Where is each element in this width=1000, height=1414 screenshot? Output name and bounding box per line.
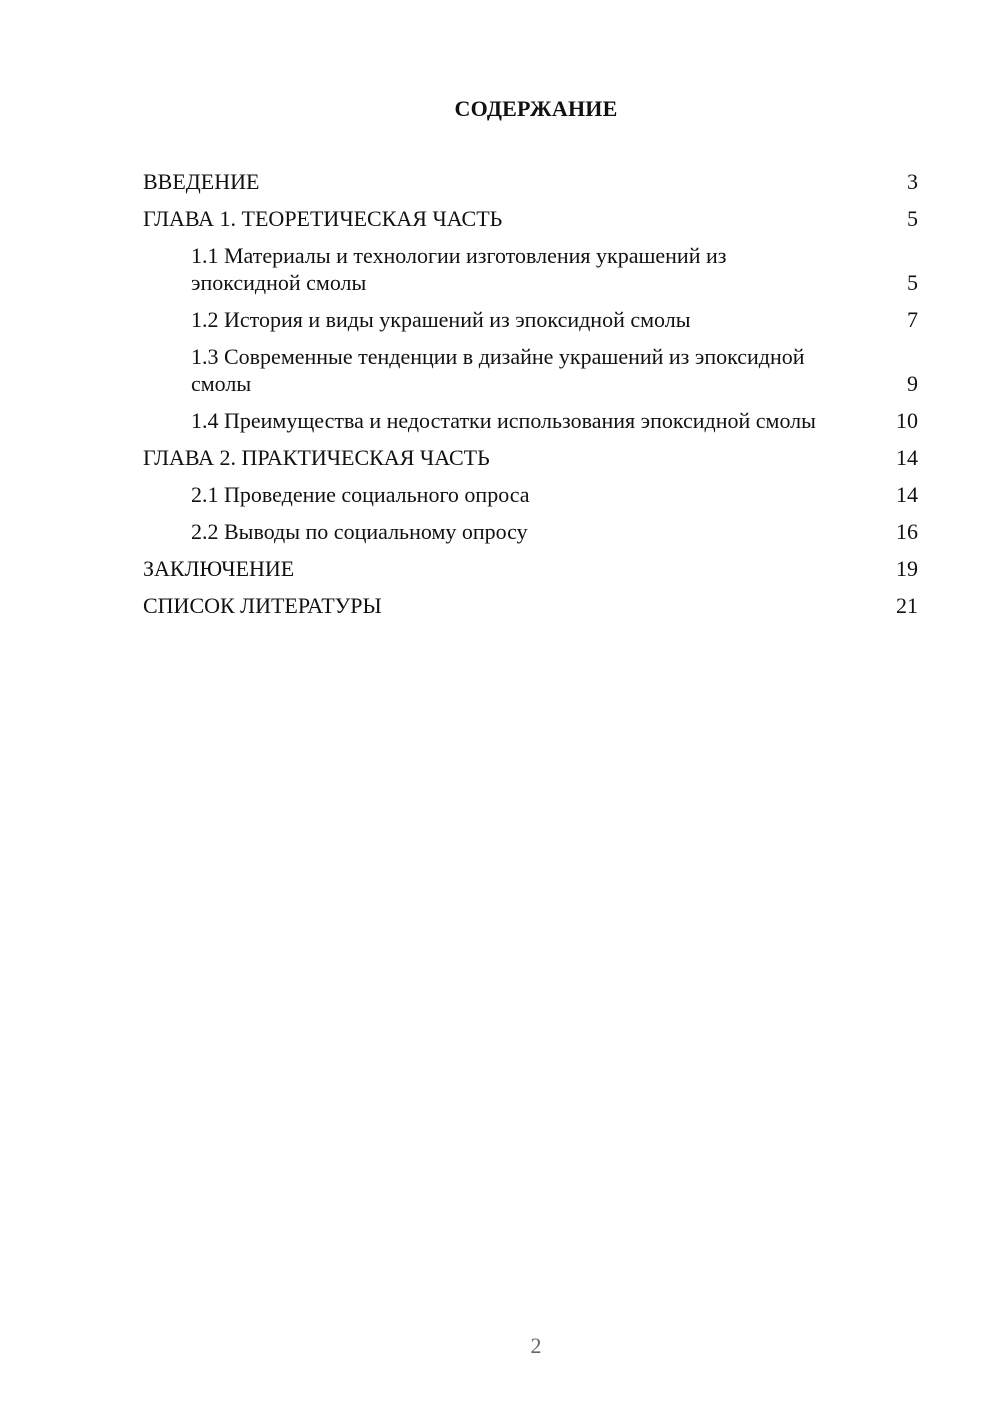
toc-entry-chapter-2[interactable] (143, 444, 918, 471)
toc-entry-page: 14 (896, 482, 918, 507)
toc-entry-text: ЗАКЛЮЧЕНИЕ (143, 556, 295, 581)
toc-entry-page: 7 (907, 307, 918, 332)
toc-entry-page: 5 (907, 270, 918, 295)
toc-entry-page: 21 (896, 593, 918, 618)
toc-entry-section-1-3[interactable] (143, 343, 918, 397)
toc-entry-page: 16 (896, 519, 918, 544)
toc-entry-section-1-4[interactable] (143, 407, 918, 434)
toc-entry-section-2-2[interactable] (143, 518, 918, 545)
table-of-contents (143, 168, 918, 629)
page-number: 2 (530, 1333, 542, 1358)
toc-entry-text: ГЛАВА 1. ТЕОРЕТИЧЕСКАЯ ЧАСТЬ (143, 206, 503, 231)
toc-entry-text: 1.3 Современные тенденции в дизайне украшений из эпоксидной смолы (191, 344, 805, 396)
toc-entry-text: 1.2 История и виды украшений из эпоксидной смолы (191, 307, 691, 332)
toc-entry-page: 9 (907, 371, 918, 396)
toc-title: СОДЕРЖАНИЕ (454, 96, 618, 121)
toc-entry-text: 1.1 Материалы и технологии изготовления украшений из эпоксидной смолы (191, 243, 727, 295)
toc-entry-text: СПИСОК ЛИТЕРАТУРЫ (143, 593, 382, 618)
toc-entry-text: 2.2 Выводы по социальному опросу (191, 519, 528, 544)
toc-entry-page: 14 (896, 445, 918, 470)
toc-entry-text: 1.4 Преимущества и недостатки использования эпоксидной смолы (191, 408, 816, 433)
toc-entry-page: 3 (907, 169, 918, 194)
toc-entry-text: ГЛАВА 2. ПРАКТИЧЕСКАЯ ЧАСТЬ (143, 445, 490, 470)
toc-entry-chapter-1[interactable] (143, 205, 918, 232)
toc-entry-conclusion[interactable] (143, 555, 918, 582)
toc-entry-text: 2.1 Проведение социального опроса (191, 482, 530, 507)
toc-entry-page: 19 (896, 556, 918, 581)
toc-entry-introduction[interactable] (143, 168, 918, 195)
toc-entry-section-1-2[interactable] (143, 306, 918, 333)
toc-entry-section-1-1[interactable] (143, 242, 918, 296)
toc-entry-references[interactable] (143, 592, 918, 619)
toc-entry-page: 10 (896, 408, 918, 433)
toc-entry-page: 5 (907, 206, 918, 231)
toc-entry-section-2-1[interactable] (143, 481, 918, 508)
toc-entry-text: ВВЕДЕНИЕ (143, 169, 260, 194)
